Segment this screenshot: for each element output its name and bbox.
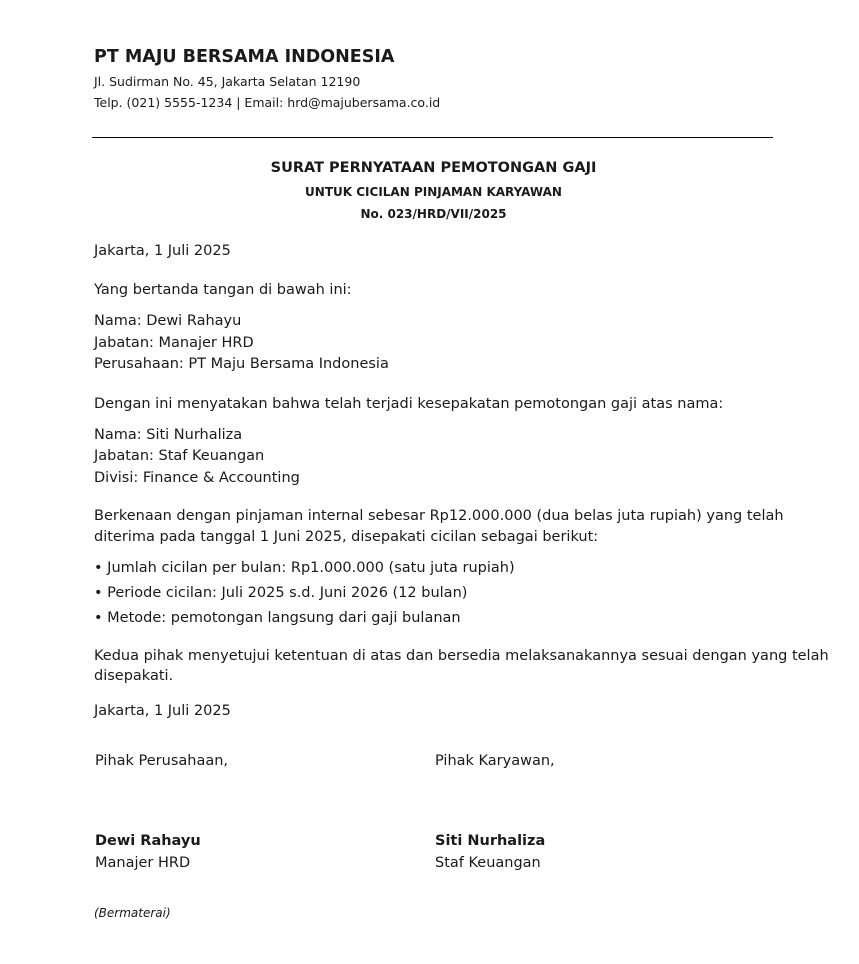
intro-text: Yang bertanda tangan di bawah ini: [94,282,352,298]
letter-date: Jakarta, 1 Juli 2025 [94,243,231,259]
document-subtitle: UNTUK CICILAN PINJAMAN KARYAWAN [305,185,562,199]
term-item-period: • Periode cicilan: Juli 2025 s.d. Juni 2026 (12 bulan) [94,585,468,601]
term-item-method: • Metode: pemotongan langsung dari gaji bulanan [94,610,461,626]
employee-signer-name: Siti Nurhaliza [435,833,546,849]
document-number: No. 023/HRD/VII/2025 [360,207,507,221]
loan-paragraph-line-2: diterima pada tanggal 1 Juni 2025, disepakati cicilan sebagai berikut: [94,529,599,545]
statement-text: Dengan ini menyatakan bahwa telah terjadi kesepakatan pemotongan gaji atas nama: [94,396,724,412]
loan-paragraph-line-1: Berkenaan dengan pinjaman internal sebesar Rp12.000.000 (dua belas juta rupiah) yang telah [94,508,784,524]
company-name: PT MAJU BERSAMA INDONESIA [94,47,395,67]
company-signer-position: Manajer HRD [95,855,191,871]
company-signer-name: Dewi Rahayu [95,833,201,849]
signer-name: Nama: Dewi Rahayu [94,313,242,329]
term-item-installment: • Jumlah cicilan per bulan: Rp1.000.000 (satu juta rupiah) [94,560,515,576]
closing-date: Jakarta, 1 Juli 2025 [94,703,231,719]
employee-signature-label: Pihak Karyawan, [435,753,555,769]
company-contact: Telp. (021) 5555-1234 | Email: hrd@majubersama.co.id [94,95,441,110]
employee-division: Divisi: Finance & Accounting [94,470,300,486]
employee-name: Nama: Siti Nurhaliza [94,427,243,443]
agreement-line-1: Kedua pihak menyetujui ketentuan di atas dan bersedia melaksanakannya sesuai dengan yang telah [94,648,829,664]
agreement-line-2: disepakati. [94,668,174,684]
company-signature-label: Pihak Perusahaan, [95,753,229,769]
employee-signer-position: Staf Keuangan [435,855,541,871]
signer-company: Perusahaan: PT Maju Bersama Indonesia [94,356,389,372]
letterhead-divider [92,137,773,138]
stamp-duty-note: (Bermaterai) [94,906,171,920]
company-address: Jl. Sudirman No. 45, Jakarta Selatan 12190 [94,74,361,89]
employee-position: Jabatan: Staf Keuangan [94,448,265,464]
signer-position: Jabatan: Manajer HRD [94,335,254,351]
document-title: SURAT PERNYATAAN PEMOTONGAN GAJI [270,160,597,176]
